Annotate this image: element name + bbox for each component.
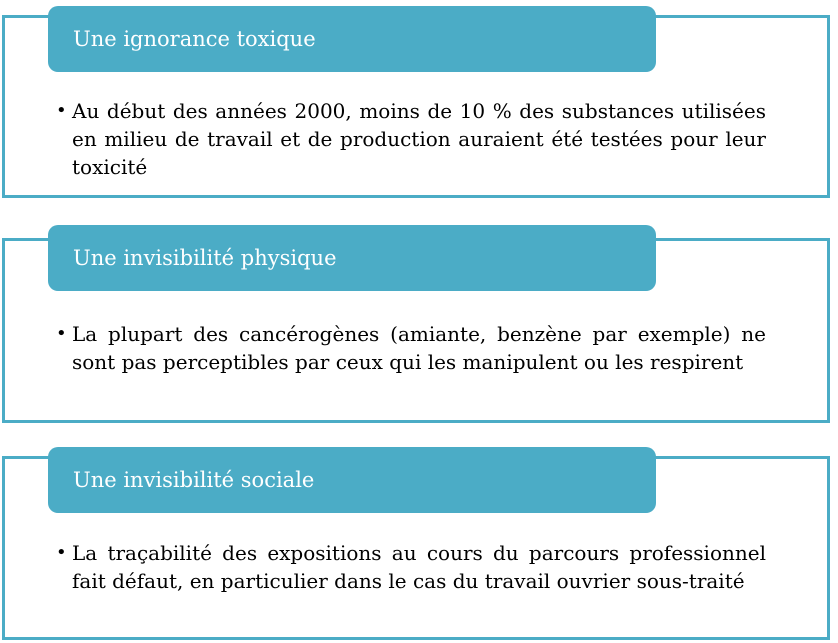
section-content <box>56 97 766 181</box>
section-title: Une invisibilité physique <box>73 246 337 270</box>
section-bullet-text: La plupart des cancérogènes (amiante, benzène par exemple) ne sont pas perceptibles par ceux qui les manipulent ou les respirent <box>72 322 766 374</box>
bullet-icon: • <box>56 100 67 121</box>
section-bullet-text: La traçabilité des expositions au cours du parcours professionnel fait défaut, en particulier dans le cas du travail ouvrier sous-traité <box>72 541 766 593</box>
bullet-icon: • <box>56 542 67 563</box>
section-header <box>48 447 656 513</box>
section-header <box>48 225 656 291</box>
section-bullet-text: Au début des années 2000, moins de 10 % des substances utilisées en milieu de travail et de production auraient été testées pour leur toxicité <box>72 99 766 179</box>
section-header <box>48 6 656 72</box>
section-title: Une invisibilité sociale <box>73 468 315 492</box>
section-title: Une ignorance toxique <box>73 27 316 51</box>
section-content <box>56 539 766 595</box>
bullet-icon: • <box>56 323 67 344</box>
section-content <box>56 320 766 376</box>
